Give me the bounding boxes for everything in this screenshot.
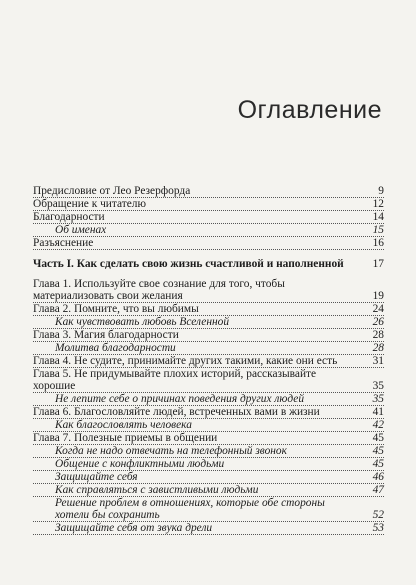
toc-entry[interactable] xyxy=(33,185,384,198)
toc-entry-page: 46 xyxy=(372,471,384,483)
toc-entry[interactable] xyxy=(33,484,384,497)
toc-entry[interactable] xyxy=(33,303,384,316)
toc-entry[interactable] xyxy=(33,198,384,211)
toc-entry-title: Как справляться с завистливыми людьми xyxy=(55,484,259,496)
toc-entry[interactable] xyxy=(33,237,384,250)
toc-entry-page: 52 xyxy=(372,509,384,521)
toc-entry[interactable] xyxy=(33,432,384,445)
toc-entry[interactable] xyxy=(33,368,384,393)
toc-entry-title: Об именах xyxy=(55,224,107,236)
toc-entry[interactable] xyxy=(33,355,384,368)
toc-entry-title: Глава 4. Не судите, принимайте других такими, какие они есть xyxy=(33,355,338,367)
toc-entry-page: 28 xyxy=(372,342,384,354)
toc-entry[interactable] xyxy=(33,406,384,419)
toc-entry-page: 26 xyxy=(372,316,384,328)
toc-entry-title: Благодарности xyxy=(33,211,105,223)
section-gap xyxy=(33,250,384,258)
toc-entry[interactable] xyxy=(33,224,384,237)
section-gap xyxy=(33,270,384,278)
toc-entry[interactable] xyxy=(33,522,384,535)
toc-entry[interactable] xyxy=(33,316,384,329)
toc-entry-title: Глава 6. Благословляйте людей, встреченных вами в жизни xyxy=(33,406,320,418)
toc-entry-page: 28 xyxy=(372,329,384,341)
toc-entry-title: Глава 1. Используйте свое сознание для того, чтобы материализовать свои желания xyxy=(33,278,285,302)
toc-entry[interactable] xyxy=(33,471,384,484)
toc-entry-title: Как чувствовать любовь Вселенной xyxy=(55,316,230,328)
toc-entry-title: Глава 5. Не придумывайте плохих историй, рассказывайте хорошие xyxy=(33,368,317,392)
toc-entry[interactable] xyxy=(33,497,384,522)
toc-entry-title: Защищайте себя от звука дрели xyxy=(55,522,213,534)
toc-entry-page: 9 xyxy=(378,185,384,197)
toc-entry-page: 45 xyxy=(372,445,384,457)
toc-entry-page: 45 xyxy=(372,432,384,444)
toc-entry[interactable] xyxy=(33,278,384,303)
toc-entry[interactable] xyxy=(33,445,384,458)
toc-entry-page: 41 xyxy=(372,406,384,418)
toc-entry-title: Обращение к читателю xyxy=(33,198,147,210)
toc-entry-page: 42 xyxy=(372,419,384,431)
toc-entry-title: Предисловие от Лео Резерфорда xyxy=(33,185,191,197)
toc-entry-title: Когда не надо отвечать на телефонный звонок xyxy=(55,445,287,457)
toc-entry-page: 35 xyxy=(372,393,384,405)
toc-entry-title: Решение проблем в отношениях, которые обе стороны хотели бы сохранить xyxy=(55,497,325,521)
toc-entry-title: Защищайте себя xyxy=(55,471,138,483)
toc-entry-page: 16 xyxy=(372,237,384,249)
toc-entry-title: Глава 7. Полезные приемы в общении xyxy=(33,432,218,444)
toc-entry-title: Часть I. Как сделать свою жизнь счастливой и наполненной xyxy=(33,258,344,270)
toc-entry-page: 35 xyxy=(372,380,384,392)
toc-entry-page: 53 xyxy=(372,522,384,534)
toc-entry-page: 14 xyxy=(372,211,384,223)
page-title: Оглавление xyxy=(237,96,382,124)
table-of-contents xyxy=(33,185,384,535)
toc-entry-page: 12 xyxy=(372,198,384,210)
toc-entry-page: 19 xyxy=(372,290,384,302)
toc-entry-page: 45 xyxy=(372,458,384,470)
toc-entry-page: 31 xyxy=(372,355,384,367)
toc-entry[interactable] xyxy=(33,458,384,471)
toc-entry[interactable] xyxy=(33,258,384,270)
toc-entry-title: Молитва благодарности xyxy=(55,342,176,354)
toc-entry-title: Разъяснение xyxy=(33,237,94,249)
toc-entry[interactable] xyxy=(33,342,384,355)
toc-entry-title: Как благословлять человека xyxy=(55,419,192,431)
toc-entry[interactable] xyxy=(33,419,384,432)
toc-entry[interactable] xyxy=(33,329,384,342)
toc-entry-title: Глава 3. Магия благодарности xyxy=(33,329,179,341)
toc-entry[interactable] xyxy=(33,393,384,406)
toc-entry-title: Общение с конфликтными людьми xyxy=(55,458,225,470)
toc-entry-page: 15 xyxy=(372,224,384,236)
toc-entry-page: 24 xyxy=(372,303,384,315)
toc-entry[interactable] xyxy=(33,211,384,224)
toc-entry-page: 17 xyxy=(372,258,384,270)
toc-entry-title: Не лепите себе о причинах поведения других людей xyxy=(55,393,305,405)
toc-entry-title: Глава 2. Помните, что вы любимы xyxy=(33,303,199,315)
toc-entry-page: 47 xyxy=(372,484,384,496)
